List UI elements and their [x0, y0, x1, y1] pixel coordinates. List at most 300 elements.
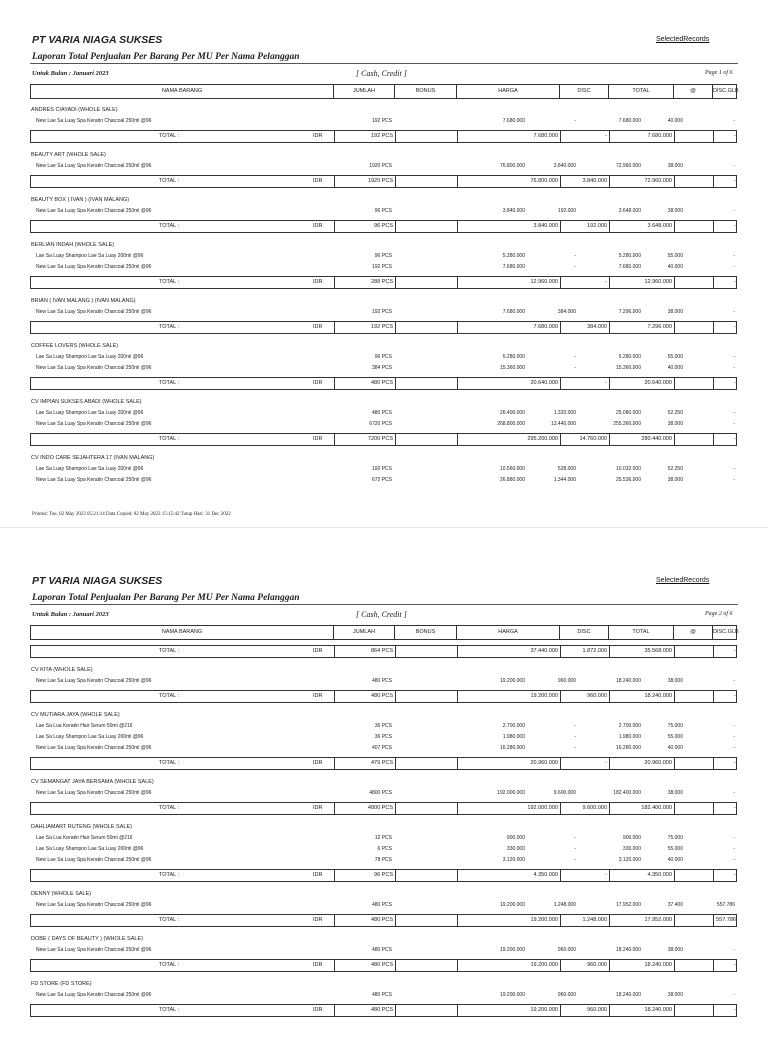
item-disc-glb: -	[733, 264, 735, 270]
report-period: Untuk Bulan : Januari 2023	[32, 611, 109, 618]
item-name: New Lae Sa Luay Spa Keratin Charcoal 250ml @96	[36, 309, 152, 315]
total-label: TOTAL :	[159, 805, 180, 811]
item-disc-glb: 557.786	[716, 902, 735, 908]
total-disc-glb: -	[713, 646, 738, 657]
item-harga: 76.800.000	[499, 163, 525, 169]
total-harga: 76.800.000	[457, 176, 560, 187]
item-disc-glb: -	[733, 466, 735, 472]
total-qty: 192 PCS	[334, 322, 395, 333]
item-disc: 528.000	[557, 466, 576, 472]
item-total: 18.240.000	[615, 947, 641, 953]
item-disc-glb: -	[733, 734, 735, 740]
total-bonus	[395, 1005, 457, 1016]
total-at	[674, 646, 713, 657]
total-qty: 864 PCS	[334, 646, 395, 657]
total-label: TOTAL :	[159, 962, 180, 968]
item-qty: 96 PCS	[374, 354, 392, 360]
item-unit-price: 75.000	[667, 835, 683, 841]
item-row	[0, 262, 768, 273]
total-amount: 20.640.000	[609, 378, 674, 389]
item-disc: -	[574, 723, 576, 729]
customer-name: BERLIAN INDAH (WHOLE SALE)	[31, 242, 115, 248]
print-footer: Printed: Tue, 02 May 2023 05:21:14 Data Copied: 02 May 2023 15:15:42 Tutup Hari: 31 Dec 2022	[32, 512, 231, 517]
total-bonus	[395, 758, 457, 769]
item-qty: 407 PCS	[371, 745, 392, 751]
total-disc-glb: -	[713, 960, 738, 971]
item-harga: 268.800.000	[497, 421, 525, 427]
item-row	[0, 721, 768, 732]
item-name: New Lae Sa Luay Spa Keratin Charcoal 250ml @96	[36, 947, 152, 953]
item-harga: 19.200.000	[499, 947, 525, 953]
total-at	[674, 1005, 713, 1016]
item-disc-glb: -	[733, 208, 735, 214]
customer-name: ANDRES CIAYADI (WHOLE SALE)	[31, 107, 118, 113]
currency-label: IDR	[313, 917, 323, 923]
total-at	[674, 870, 713, 881]
item-disc-glb: -	[733, 835, 735, 841]
column-header: BONUS	[395, 626, 457, 639]
currency-label: IDR	[313, 133, 323, 139]
item-name: New Lae Sa Luay Spa Keratin Charcoal 250ml @96	[36, 790, 152, 796]
item-name: New Lae Sa Luay Spa Keratin Charcoal 250ml @96	[36, 365, 152, 371]
item-harga: 3.120.000	[502, 857, 525, 863]
item-unit-price: 38.000	[667, 421, 683, 427]
total-row	[30, 757, 737, 770]
total-disc: 960.000	[560, 1005, 609, 1016]
total-disc-glb: -	[713, 758, 738, 769]
item-total: 5.280.000	[618, 354, 641, 360]
column-header: NAMA BARANG	[31, 626, 334, 639]
total-harga: 295.200.000	[457, 434, 560, 445]
selected-records-link[interactable]: SelectedRecords	[656, 36, 710, 43]
total-disc-glb: -	[713, 803, 738, 814]
item-disc-glb: -	[733, 846, 735, 852]
customer-name: BEAUTY ART (WHOLE SALE)	[31, 152, 106, 158]
item-name: Lae Sa Luay Shampoo Lae Sa Luay 200ml @96	[36, 734, 144, 740]
total-bonus	[395, 646, 457, 657]
item-disc-glb: -	[733, 947, 735, 953]
total-bonus	[395, 322, 457, 333]
total-amount: 7.296.000	[609, 322, 674, 333]
total-harga: 19.200.000	[457, 691, 560, 702]
total-disc-glb: -	[713, 322, 738, 333]
total-disc: -	[560, 277, 609, 288]
item-row	[0, 990, 768, 1001]
total-bonus	[395, 691, 457, 702]
column-header: TOTAL	[609, 626, 674, 639]
customer-name: CV SEMANGAT JAYA BERSAMA (WHOLE SALE)	[31, 779, 154, 785]
total-bonus	[395, 131, 457, 142]
item-disc: -	[574, 835, 576, 841]
item-total: 18.240.000	[615, 992, 641, 998]
currency-label: IDR	[313, 648, 323, 654]
page-number: Page 2 of 6	[705, 611, 733, 617]
total-amount: 3.648.000	[609, 221, 674, 232]
item-disc: 384.000	[557, 309, 576, 315]
item-name: New Lae Sa Luay Spa Keratin Charcoal 250ml @96	[36, 477, 152, 483]
total-disc: 1.872.000	[560, 646, 609, 657]
item-name: New Lae Sa Luay Spa Keratin Charcoal 250ml @96	[36, 118, 152, 124]
customer-name: COFFEE LOVERS (WHOLE SALE)	[31, 343, 119, 349]
item-row	[0, 844, 768, 855]
total-amount: 35.568.000	[609, 646, 674, 657]
customer-name: DOBE ( DAYS OF BEAUTY ) (WHOLE SALE)	[31, 936, 143, 942]
item-harga: 10.560.000	[499, 466, 525, 472]
item-total: 2.700.000	[618, 723, 641, 729]
total-row	[30, 869, 737, 882]
item-qty: 6720 PCS	[369, 421, 392, 427]
total-at	[674, 378, 713, 389]
item-total: 16.280.000	[615, 745, 641, 751]
item-qty: 36 PCS	[374, 734, 392, 740]
item-total: 72.960.000	[615, 163, 641, 169]
item-qty: 672 PCS	[371, 477, 392, 483]
total-bonus	[395, 277, 457, 288]
item-total: 182.400.000	[613, 790, 641, 796]
total-qty: 479 PCS	[334, 758, 395, 769]
item-name: New Lae Sa Luay Spa Keratin Charcoal 250ml @96	[36, 208, 152, 214]
total-bonus	[395, 960, 457, 971]
customer-name: BEAUTY BOX ( IVAN ) (IVAN MALANG)	[31, 197, 130, 203]
item-unit-price: 38.000	[667, 163, 683, 169]
item-qty: 480 PCS	[371, 947, 392, 953]
item-disc-glb: -	[733, 421, 735, 427]
total-harga: 19.200.000	[457, 915, 560, 926]
item-unit-price: 55.000	[667, 734, 683, 740]
item-row	[0, 363, 768, 374]
total-row	[30, 175, 737, 188]
item-harga: 26.400.000	[499, 410, 525, 416]
item-harga: 7.680.000	[502, 309, 525, 315]
item-unit-price: 55.000	[667, 354, 683, 360]
item-harga: 15.360.000	[499, 365, 525, 371]
column-header-row	[30, 625, 737, 640]
item-row	[0, 206, 768, 217]
total-harga: 19.200.000	[457, 1005, 560, 1016]
total-disc-glb: -	[713, 131, 738, 142]
total-amount: 280.440.000	[609, 434, 674, 445]
total-amount: 20.960.000	[609, 758, 674, 769]
item-name: Lae Sa Luay Shampoo Lae Sa Luay 200ml @96	[36, 253, 144, 259]
title-divider	[30, 604, 738, 605]
customer-name: CV MUTIARA JAYA (WHOLE SALE)	[31, 712, 120, 718]
item-qty: 96 PCS	[374, 208, 392, 214]
total-at	[674, 322, 713, 333]
item-disc: -	[574, 734, 576, 740]
item-disc: 960.000	[557, 992, 576, 998]
total-label: TOTAL :	[159, 133, 180, 139]
item-disc: -	[574, 354, 576, 360]
item-unit-price: 55.000	[667, 253, 683, 259]
item-harga: 192.000.000	[497, 790, 525, 796]
customer-name: DAHLIAMART RUTENG (WHOLE SALE)	[31, 824, 132, 830]
item-disc: 1.344.000	[553, 477, 576, 483]
total-disc-glb: -	[713, 378, 738, 389]
item-row	[0, 408, 768, 419]
item-disc-glb: -	[733, 745, 735, 751]
total-disc: 14.760.000	[560, 434, 609, 445]
report-page-2	[0, 541, 768, 1053]
item-total: 255.360.000	[613, 421, 641, 427]
total-harga: 37.440.000	[457, 646, 560, 657]
item-row	[0, 788, 768, 799]
item-disc-glb: -	[733, 118, 735, 124]
item-name: Lae Sa Luay Shampoo Lae Sa Luay 200ml @96	[36, 466, 144, 472]
item-name: New Lae Sa Luay Spa Keratin Charcoal 250ml @96	[36, 264, 152, 270]
column-header: DISC.GLB	[713, 629, 739, 635]
total-qty: 480 PCS	[334, 1005, 395, 1016]
total-row	[30, 220, 737, 233]
item-harga: 7.680.000	[502, 118, 525, 124]
item-qty: 480 PCS	[371, 678, 392, 684]
item-name: Lae Sa Luay Shampoo Lae Sa Luay 200ml @96	[36, 410, 144, 416]
total-amount: 18.240.000	[609, 1005, 674, 1016]
report-body	[0, 104, 768, 486]
item-disc: 960.000	[557, 947, 576, 953]
payment-filter: [ Cash, Credit ]	[356, 610, 407, 619]
total-at	[674, 691, 713, 702]
customer-name: CV KITA (WHOLE SALE)	[31, 667, 93, 673]
total-amount: 17.952.000	[609, 915, 674, 926]
item-name: New Lae Sa Luay Spa Keratin Charcoal 250ml @96	[36, 163, 152, 169]
item-total: 3.120.000	[618, 857, 641, 863]
total-at	[674, 221, 713, 232]
item-harga: 1.980.000	[502, 734, 525, 740]
total-qty: 96 PCS	[334, 870, 395, 881]
total-label: TOTAL :	[159, 693, 180, 699]
total-qty: 1920 PCS	[334, 176, 395, 187]
total-disc-glb: -	[713, 1005, 738, 1016]
total-label: TOTAL :	[159, 178, 180, 184]
total-row	[30, 321, 737, 334]
currency-label: IDR	[313, 279, 323, 285]
currency-label: IDR	[313, 693, 323, 699]
column-header: @	[674, 85, 713, 98]
report-title: Laporan Total Penjualan Per Barang Per MU Per Nama Pelanggan	[32, 52, 300, 62]
total-at	[674, 131, 713, 142]
report-body	[0, 645, 768, 1023]
item-harga: 7.680.000	[502, 264, 525, 270]
item-total: 900.000	[622, 835, 641, 841]
total-disc: 960.000	[560, 691, 609, 702]
total-disc: -	[560, 131, 609, 142]
item-total: 7.680.000	[618, 264, 641, 270]
total-amount: 72.960.000	[609, 176, 674, 187]
selected-records-link[interactable]: SelectedRecords	[656, 577, 710, 584]
total-harga: 4.350.000	[457, 870, 560, 881]
item-row	[0, 945, 768, 956]
item-qty: 96 PCS	[374, 253, 392, 259]
item-name: Lae Sa Lua Keratin Hair Serum 50ml @216	[36, 835, 133, 841]
item-total: 25.536.000	[615, 477, 641, 483]
customer-name: FD STORE (FD STORE)	[31, 981, 92, 987]
total-bonus	[395, 221, 457, 232]
total-label: TOTAL :	[159, 279, 180, 285]
item-qty: 192 PCS	[371, 466, 392, 472]
item-name: Lae Sa Luay Shampoo Lae Sa Luay 200ml @96	[36, 846, 144, 852]
item-total: 18.240.000	[615, 678, 641, 684]
title-divider	[30, 63, 738, 64]
item-unit-price: 52.250	[667, 466, 683, 472]
item-unit-price: 40.000	[667, 745, 683, 751]
total-label: TOTAL :	[159, 324, 180, 330]
total-label: TOTAL :	[159, 223, 180, 229]
item-disc: 3.840.000	[553, 163, 576, 169]
total-disc: 192.000	[560, 221, 609, 232]
column-header: JUMLAH	[334, 85, 395, 98]
item-harga: 16.280.000	[499, 745, 525, 751]
item-disc-glb: -	[733, 365, 735, 371]
total-amount: 12.960.000	[609, 277, 674, 288]
total-label: TOTAL :	[159, 648, 180, 654]
column-header: @	[674, 626, 713, 639]
total-row	[30, 645, 737, 658]
column-header: HARGA	[457, 626, 560, 639]
currency-label: IDR	[313, 380, 323, 386]
item-harga: 19.200.000	[499, 902, 525, 908]
total-row	[30, 914, 737, 927]
total-harga: 20.960.000	[457, 758, 560, 769]
total-bonus	[395, 915, 457, 926]
item-unit-price: 38.000	[667, 208, 683, 214]
item-row	[0, 855, 768, 866]
item-unit-price: 40.000	[667, 118, 683, 124]
total-label: TOTAL :	[159, 1007, 180, 1013]
total-disc-glb: -	[713, 434, 738, 445]
item-disc-glb: -	[733, 678, 735, 684]
item-unit-price: 38.000	[667, 678, 683, 684]
company-name: PT VARIA NIAGA SUKSES	[32, 34, 163, 46]
column-header: DISC.GLB	[713, 88, 739, 94]
item-row	[0, 419, 768, 430]
total-qty: 96 PCS	[334, 221, 395, 232]
total-qty: 4800 PCS	[334, 803, 395, 814]
report-page-1	[0, 0, 768, 517]
total-row	[30, 130, 737, 143]
total-harga: 19.200.000	[457, 960, 560, 971]
total-qty: 480 PCS	[334, 691, 395, 702]
company-name: PT VARIA NIAGA SUKSES	[32, 575, 163, 587]
item-disc: -	[574, 846, 576, 852]
total-amount: 182.400.000	[609, 803, 674, 814]
currency-label: IDR	[313, 436, 323, 442]
item-unit-price: 75.000	[667, 723, 683, 729]
report-period: Untuk Bulan : Januari 2023	[32, 70, 109, 77]
total-disc: -	[560, 758, 609, 769]
item-disc-glb: -	[733, 354, 735, 360]
item-harga: 19.200.000	[499, 992, 525, 998]
total-disc: 9.600.000	[560, 803, 609, 814]
total-qty: 192 PCS	[334, 131, 395, 142]
item-disc: 1.248.000	[553, 902, 576, 908]
item-harga: 3.840.000	[502, 208, 525, 214]
total-qty: 7200 PCS	[334, 434, 395, 445]
total-harga: 12.960.000	[457, 277, 560, 288]
total-at	[674, 803, 713, 814]
item-unit-price: 38.000	[667, 790, 683, 796]
item-name: New Lae Sa Luay Spa Keratin Charcoal 250ml @96	[36, 678, 152, 684]
item-harga: 26.880.000	[499, 477, 525, 483]
item-row	[0, 161, 768, 172]
item-name: New Lae Sa Luay Spa Keratin Charcoal 250ml @96	[36, 421, 152, 427]
item-disc: 1.320.000	[553, 410, 576, 416]
item-name: New Lae Sa Luay Spa Keratin Charcoal 250ml @96	[36, 992, 152, 998]
total-disc: 960.000	[560, 960, 609, 971]
item-unit-price: 40.000	[667, 857, 683, 863]
item-name: Lae Sa Luay Shampoo Lae Sa Luay 200ml @96	[36, 354, 144, 360]
currency-label: IDR	[313, 178, 323, 184]
item-qty: 384 PCS	[371, 365, 392, 371]
item-unit-price: 55.000	[667, 846, 683, 852]
item-disc-glb: -	[733, 477, 735, 483]
item-row	[0, 307, 768, 318]
currency-label: IDR	[313, 223, 323, 229]
item-qty: 1920 PCS	[369, 163, 392, 169]
total-at	[674, 960, 713, 971]
total-label: TOTAL :	[159, 872, 180, 878]
item-total: 1.980.000	[618, 734, 641, 740]
total-row	[30, 276, 737, 289]
item-disc-glb: -	[733, 723, 735, 729]
item-disc-glb: -	[733, 253, 735, 259]
item-unit-price: 38.000	[667, 309, 683, 315]
item-row	[0, 732, 768, 743]
item-disc: -	[574, 253, 576, 259]
item-disc: 960.000	[557, 678, 576, 684]
customer-name: DENNY (WHOLE SALE)	[31, 891, 92, 897]
total-label: TOTAL :	[159, 380, 180, 386]
total-row	[30, 377, 737, 390]
total-harga: 7.680.000	[457, 322, 560, 333]
total-harga: 20.640.000	[457, 378, 560, 389]
item-harga: 5.280.000	[502, 253, 525, 259]
total-qty: 480 PCS	[334, 915, 395, 926]
total-disc-glb: -	[713, 176, 738, 187]
item-harga: 900.000	[506, 835, 525, 841]
total-disc-glb: 557.786	[713, 915, 738, 926]
item-total: 3.648.000	[618, 208, 641, 214]
total-label: TOTAL :	[159, 436, 180, 442]
item-unit-price: 40.000	[667, 264, 683, 270]
item-disc: -	[574, 857, 576, 863]
column-header: BONUS	[395, 85, 457, 98]
total-row	[30, 1004, 737, 1017]
currency-label: IDR	[313, 324, 323, 330]
item-row	[0, 251, 768, 262]
total-at	[674, 176, 713, 187]
page-divider	[0, 527, 768, 528]
item-disc: -	[574, 118, 576, 124]
item-harga: 2.700.000	[502, 723, 525, 729]
column-header: NAMA BARANG	[31, 85, 334, 98]
currency-label: IDR	[313, 805, 323, 811]
item-disc: 13.440.000	[550, 421, 576, 427]
customer-name: BRIAN ( IVAN MALANG ) (IVAN MALANG)	[31, 298, 136, 304]
item-row	[0, 900, 768, 911]
total-disc-glb: -	[713, 870, 738, 881]
total-label: TOTAL :	[159, 760, 180, 766]
item-harga: 19.200.000	[499, 678, 525, 684]
item-disc: -	[574, 745, 576, 751]
total-at	[674, 915, 713, 926]
column-header: TOTAL	[609, 85, 674, 98]
item-total: 10.032.000	[615, 466, 641, 472]
total-row	[30, 802, 737, 815]
item-row	[0, 676, 768, 687]
item-disc-glb: -	[733, 410, 735, 416]
payment-filter: [ Cash, Credit ]	[356, 69, 407, 78]
total-at	[674, 434, 713, 445]
